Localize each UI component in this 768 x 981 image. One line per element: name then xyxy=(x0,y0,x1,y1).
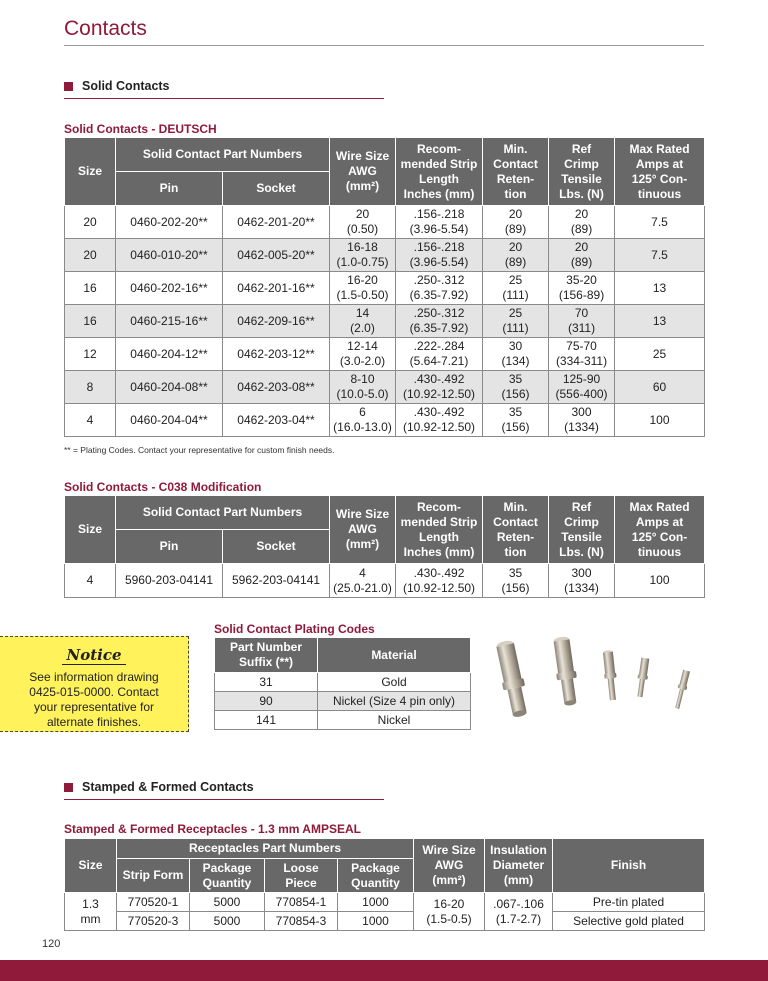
plating-table-title: Solid Contact Plating Codes xyxy=(214,622,375,636)
notice-box xyxy=(0,636,189,732)
contact-pin-smallest xyxy=(673,670,691,710)
page-number: 120 xyxy=(42,938,61,950)
col-header-pin: Pin xyxy=(116,530,223,564)
c038-table-title: Solid Contacts - C038 Modification xyxy=(64,480,262,494)
contact-pin-small xyxy=(635,658,650,698)
table-row: 90 Nickel (Size 4 pin only) xyxy=(215,692,471,711)
col-header-part-numbers: Solid Contact Part Numbers xyxy=(116,138,330,172)
section-heading-label: Solid Contacts xyxy=(82,79,170,93)
solid-contacts-image xyxy=(492,632,722,722)
col-header-insulation: Insulation Diameter (mm) xyxy=(485,839,553,893)
col-header-size: Size xyxy=(65,839,117,893)
col-header-amps: Max Rated Amps at 125° Con- tinuous xyxy=(615,138,705,206)
section-heading-solid xyxy=(64,79,170,93)
deutsch-table-title: Solid Contacts - DEUTSCH xyxy=(64,122,217,136)
contact-pin-medium xyxy=(602,650,619,701)
deutsch-table xyxy=(64,137,705,437)
col-header-strip-form: Strip Form xyxy=(117,859,190,893)
size-cell: 1.3 mm xyxy=(65,893,117,931)
page-title: Contacts xyxy=(64,17,147,40)
table-row: 4 0460-204-04** 0462-203-04** 6 (16.0-13.0) .430-.492 (10.92-12.50) 35 (156) 300 (1334) 100 xyxy=(65,404,705,437)
title-divider xyxy=(64,45,704,46)
table-row: 1.3 mm 770520-1 5000 770854-1 1000 16-20 (1.5-0.5) .067-.106 (1.7-2.7) Pre-tin plated xyxy=(65,893,705,912)
col-header-wire-size: Wire Size AWG (mm²) xyxy=(330,138,396,206)
col-header-socket: Socket xyxy=(223,530,330,564)
col-header-part-numbers: Solid Contact Part Numbers xyxy=(116,496,330,530)
col-header-package-qty: Package Quantity xyxy=(190,859,265,893)
col-header-crimp: Ref Crimp Tensile Lbs. (N) xyxy=(549,496,615,564)
c038-table xyxy=(64,495,705,598)
col-header-wire-size: Wire Size AWG (mm²) xyxy=(414,839,485,893)
section-bullet-icon xyxy=(64,783,73,792)
table-row: 12 0460-204-12** 0462-203-12** 12-14 (3.0-2.0) .222-.284 (5.64-7.21) 30 (134) 75-70 (334-311) 25 xyxy=(65,338,705,371)
notice-text: See information drawing 0425-015-0000. Contact your representative for alternate finishes. xyxy=(29,670,159,729)
col-header-finish: Finish xyxy=(553,839,705,893)
plating-table xyxy=(214,637,471,730)
section-divider xyxy=(64,799,384,800)
plating-footnote: ** = Plating Codes. Contact your representative for custom finish needs. xyxy=(64,445,335,455)
table-row: 141 Nickel xyxy=(215,711,471,730)
col-header-crimp: Ref Crimp Tensile Lbs. (N) xyxy=(549,138,615,206)
footer-bar xyxy=(0,960,768,981)
contact-pin-large-1 xyxy=(494,639,532,719)
table-row: 8 0460-204-08** 0462-203-08** 8-10 (10.0-5.0) .430-.492 (10.92-12.50) 35 (156) 125-90 (556-400) 60 xyxy=(65,371,705,404)
ampseal-table-title: Stamped & Formed Receptacles - 1.3 mm AMPSEAL xyxy=(64,822,361,836)
contact-pin-large-2 xyxy=(551,636,580,707)
insulation-cell: .067-.106 (1.7-2.7) xyxy=(485,893,553,931)
wire-cell: 16-20 (1.5-0.5) xyxy=(414,893,485,931)
table-row: 20 0460-202-20** 0462-201-20** 20 (0.50) .156-.218 (3.96-5.54) 20 (89) 20 (89) 7.5 xyxy=(65,206,705,239)
table-row: 31 Gold xyxy=(215,673,471,692)
section-heading-stamped xyxy=(64,780,254,794)
col-header-amps: Max Rated Amps at 125° Con- tinuous xyxy=(615,496,705,564)
col-header-retention: Min. Contact Reten- tion xyxy=(483,496,549,564)
table-row: 16 0460-202-16** 0462-201-16** 16-20 (1.5-0.50) .250-.312 (6.35-7.92) 25 (111) 35-20 (156-89) 13 xyxy=(65,272,705,305)
col-header-part-numbers: Receptacles Part Numbers xyxy=(117,839,414,859)
table-row: 770520-3 5000 770854-3 1000 Selective gold plated xyxy=(65,912,705,931)
col-header-loose-piece: Loose Piece xyxy=(265,859,338,893)
section-heading-label: Stamped & Formed Contacts xyxy=(82,780,254,794)
col-header-retention: Min. Contact Reten- tion xyxy=(483,138,549,206)
table-row: 20 0460-010-20** 0462-005-20** 16-18 (1.0-0.75) .156-.218 (3.96-5.54) 20 (89) 20 (89) 7.5 xyxy=(65,239,705,272)
table-row: 16 0460-215-16** 0462-209-16** 14 (2.0) .250-.312 (6.35-7.92) 25 (111) 70 (311) 13 xyxy=(65,305,705,338)
col-header-strip-length: Recom- mended Strip Length Inches (mm) xyxy=(396,138,483,206)
notice-title: Notice xyxy=(62,646,125,665)
col-header-strip-length: Recom- mended Strip Length Inches (mm) xyxy=(396,496,483,564)
col-header-material: Material xyxy=(318,638,471,673)
col-header-pin: Pin xyxy=(116,172,223,206)
col-header-size: Size xyxy=(65,138,116,206)
col-header-suffix: Part Number Suffix (**) xyxy=(215,638,318,673)
col-header-wire-size: Wire Size AWG (mm²) xyxy=(330,496,396,564)
col-header-socket: Socket xyxy=(223,172,330,206)
ampseal-table xyxy=(64,838,705,931)
col-header-size: Size xyxy=(65,496,116,564)
table-row: 4 5960-203-04141 5962-203-04141 4 (25.0-21.0) .430-.492 (10.92-12.50) 35 (156) 300 (1334) 100 xyxy=(65,564,705,598)
section-divider xyxy=(64,98,384,99)
col-header-package-qty-2: Package Quantity xyxy=(338,859,414,893)
section-bullet-icon xyxy=(64,82,73,91)
